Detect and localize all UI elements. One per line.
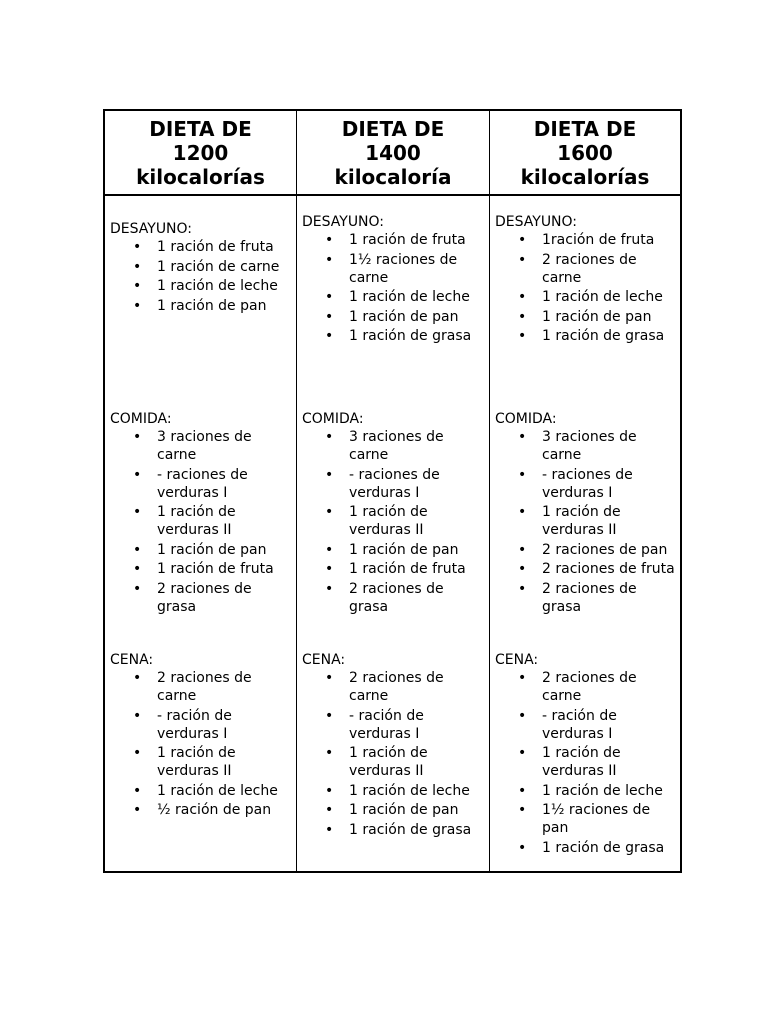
list-item: • 3 raciones de carne — [495, 428, 676, 464]
column-body-1600 — [490, 196, 680, 871]
list-item: • 1 ración de leche — [110, 277, 292, 295]
meal-lunch — [495, 410, 676, 617]
diet-table — [103, 109, 682, 873]
meal-title: CENA: — [495, 652, 539, 668]
list-item: • 1 ración de fruta — [302, 560, 485, 578]
list-item: • 2 raciones de grasa — [495, 580, 676, 616]
meal-breakfast — [495, 213, 676, 347]
list-item: • 1 ración de grasa — [495, 839, 676, 857]
list-item: • - ración de verduras I — [110, 707, 292, 743]
list-item: • 1 ración de pan — [302, 541, 485, 559]
list-item: • 1 ración de verduras II — [110, 744, 292, 780]
list-item: • 1 ración de fruta — [110, 238, 292, 256]
list-item: • 2 raciones de carne — [495, 251, 676, 287]
meal-title: DESAYUNO: — [495, 214, 578, 230]
list-item: • 1 ración de leche — [110, 782, 292, 800]
list-item: • 1 ración de pan — [110, 541, 292, 559]
list-item: • 1 ración de fruta — [302, 231, 485, 249]
list-item: • 3 raciones de carne — [302, 428, 485, 464]
meal-title: COMIDA: — [110, 411, 172, 427]
list-item: • 1 ración de verduras II — [302, 503, 485, 539]
list-item: • 1 ración de leche — [302, 288, 485, 306]
list-item: • 2 raciones de pan — [495, 541, 676, 559]
list-item: • 1 ración de pan — [302, 801, 485, 819]
list-item: • 1 ración de fruta — [110, 560, 292, 578]
list-item: • - raciones de verduras I — [495, 466, 676, 502]
header-line: kilocalorías — [520, 164, 650, 189]
list-item: • 1 ración de pan — [110, 297, 292, 315]
meal-title: DESAYUNO: — [302, 214, 385, 230]
meal-dinner — [495, 651, 676, 858]
meal-dinner — [110, 651, 292, 821]
meal-dinner — [302, 651, 485, 840]
meal-items — [110, 669, 292, 819]
list-item: • 1 ración de verduras II — [302, 744, 485, 780]
meal-title: CENA: — [302, 652, 346, 668]
meal-title: CENA: — [110, 652, 154, 668]
meal-items — [110, 238, 292, 315]
list-item: • 2 raciones de fruta — [495, 560, 676, 578]
list-item: • 1½ raciones de carne — [302, 251, 485, 287]
list-item: • 1½ raciones de pan — [495, 801, 676, 837]
meal-items — [302, 669, 485, 839]
meal-items — [110, 428, 292, 616]
header-line: DIETA DE — [341, 116, 445, 141]
list-item: • 1ración de fruta — [495, 231, 676, 249]
column-body-1400 — [297, 196, 490, 871]
list-item: • 1 ración de grasa — [302, 821, 485, 839]
meal-lunch — [302, 410, 485, 617]
header-line: DIETA DE — [533, 116, 637, 141]
list-item: • 1 ración de leche — [495, 782, 676, 800]
list-item: • 1 ración de verduras II — [495, 503, 676, 539]
list-item: • 2 raciones de carne — [110, 669, 292, 705]
list-item: • 1 ración de verduras II — [110, 503, 292, 539]
meal-title: DESAYUNO: — [110, 221, 193, 237]
list-item: • 2 raciones de carne — [495, 669, 676, 705]
column-body-1200 — [105, 196, 297, 871]
list-item: • 1 ración de pan — [495, 308, 676, 326]
meal-lunch — [110, 410, 292, 617]
column-header-1600 — [490, 111, 680, 196]
column-header-1200 — [105, 111, 297, 196]
list-item: • 2 raciones de grasa — [110, 580, 292, 616]
meal-items — [302, 428, 485, 616]
meal-breakfast — [302, 213, 485, 347]
meal-title: COMIDA: — [495, 411, 557, 427]
list-item: • 1 ración de leche — [495, 288, 676, 306]
list-item: • 2 raciones de grasa — [302, 580, 485, 616]
meal-breakfast — [110, 220, 292, 316]
header-line: 1400 — [365, 140, 421, 165]
list-item: • 1 ración de grasa — [495, 327, 676, 345]
list-item: • 1 ración de grasa — [302, 327, 485, 345]
list-item: • 1 ración de carne — [110, 258, 292, 276]
header-line: kilocaloría — [334, 164, 452, 189]
list-item: • ½ ración de pan — [110, 801, 292, 819]
list-item: • 1 ración de pan — [302, 308, 485, 326]
list-item: • - raciones de verduras I — [110, 466, 292, 502]
list-item: • - ración de verduras I — [302, 707, 485, 743]
meal-items — [495, 428, 676, 616]
list-item: • 3 raciones de carne — [110, 428, 292, 464]
list-item: • 2 raciones de carne — [302, 669, 485, 705]
meal-items — [495, 669, 676, 857]
list-item: • - ración de verduras I — [495, 707, 676, 743]
meal-items — [495, 231, 676, 345]
meal-items — [302, 231, 485, 345]
column-header-1400 — [297, 111, 490, 196]
list-item: • - raciones de verduras I — [302, 466, 485, 502]
list-item: • 1 ración de verduras II — [495, 744, 676, 780]
header-line: 1600 — [557, 140, 613, 165]
header-line: 1200 — [172, 140, 229, 165]
header-line: kilocalorías — [136, 164, 265, 189]
meal-title: COMIDA: — [302, 411, 364, 427]
header-line: DIETA DE — [149, 116, 252, 141]
list-item: • 1 ración de leche — [302, 782, 485, 800]
